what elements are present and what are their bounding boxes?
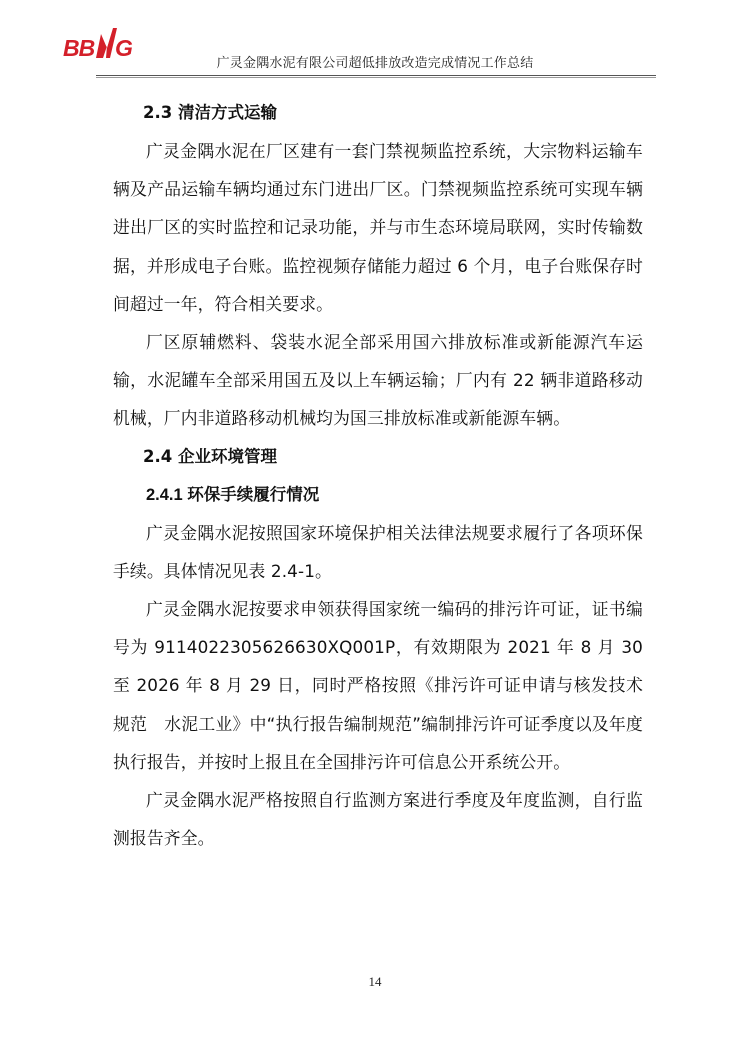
- paragraph: 广灵金隅水泥严格按照自行监测方案进行季度及年度监测，自行监测报告齐全。: [113, 790, 643, 849]
- page-number: 14: [368, 974, 382, 989]
- document-body: [113, 94, 643, 857]
- svg-text:G: G: [115, 35, 133, 61]
- paragraph: 广灵金隅水泥在厂区建有一套门禁视频监控系统，大宗物料运输车辆及产品运输车辆均通过东门进出厂区。门禁视频监控系统可实现车辆进出厂区的实时监控和记录功能，并与市生态环境局联网，实时传输数据，并形成电子台账。监控视频存储能力超过 6 个月，电子台账保存时间超过一年，符合相关要求。: [113, 141, 643, 314]
- section-heading-2-4: 2.4 企业环境管理: [143, 446, 277, 466]
- paragraph: 厂区原辅燃料、袋装水泥全部采用国六排放标准或新能源汽车运输，水泥罐车全部采用国五及以上车辆运输；厂内有 22 辆非道路移动机械，厂内非道路移动机械均为国三排放标准或新能源车辆。: [113, 332, 643, 429]
- header-divider-secondary: [96, 77, 656, 78]
- paragraph: 广灵金隅水泥按照国家环境保护相关法律法规要求履行了各项环保手续。具体情况见表 2.4-1。: [113, 522, 643, 581]
- svg-text:BB: BB: [63, 35, 95, 61]
- section-heading-2-4-1: 2.4.1 环保手续履行情况: [146, 485, 320, 504]
- header-divider: [96, 75, 656, 76]
- paragraph: 广灵金隅水泥按要求申领获得国家统一编码的排污许可证，证书编号为 9114022305626630XQ001P，有效期限为 2021 年 8 月 30 至 2026 年 8 月 29 日，同时严格按照《排污许可证申请与核发技术规范 水泥工业》中“执行报告编制规范”编制排污许可证季度以及年度执行报告，并按时上报且在全国排污许可信息公开系统公开。: [113, 599, 643, 772]
- section-heading-2-3: 2.3 清洁方式运输: [143, 103, 277, 122]
- header-title: 广灵金隅水泥有限公司超低排放改造完成情况工作总结: [216, 56, 534, 71]
